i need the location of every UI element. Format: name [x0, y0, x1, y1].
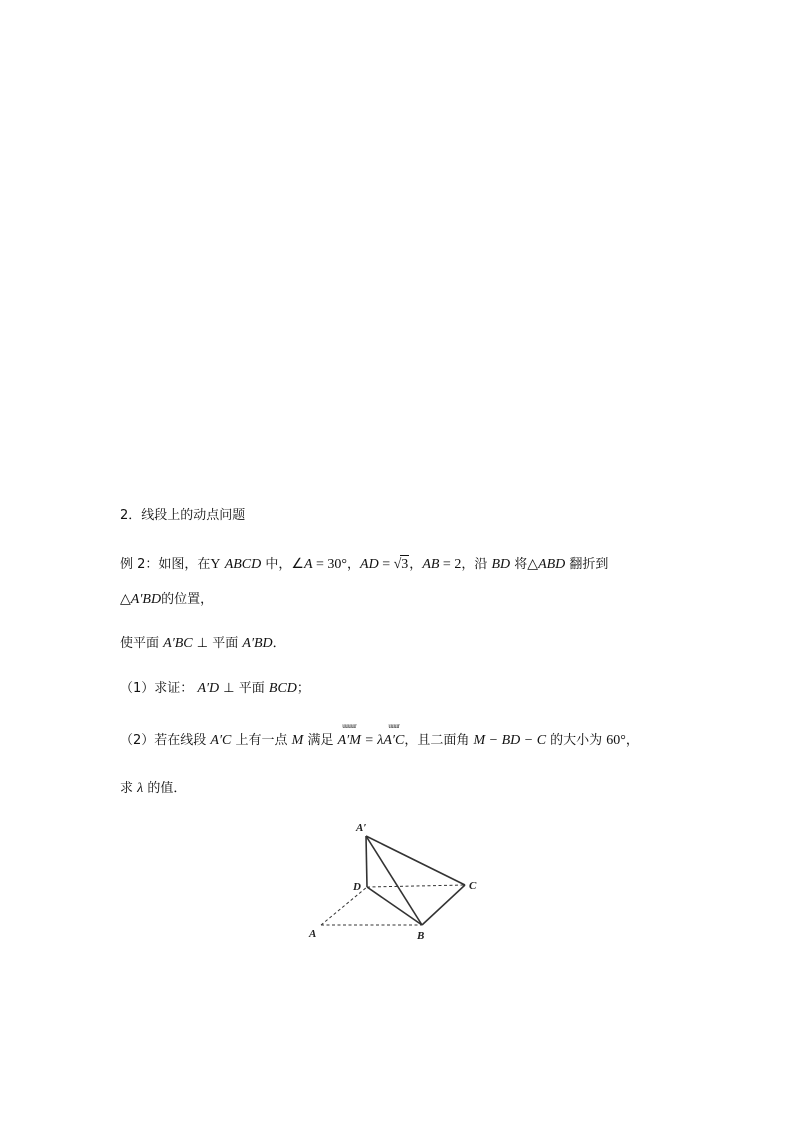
- text-satisfy: 满足: [303, 733, 338, 748]
- part-1-text: 求证：: [154, 681, 194, 696]
- example-line-1: [120, 555, 608, 574]
- sqrt-symbol: √: [393, 557, 402, 572]
- question-part-2: [120, 722, 639, 750]
- edge-b-c: [422, 885, 465, 925]
- part-2-number: （2）: [120, 733, 155, 748]
- angle-60: 60°: [606, 733, 626, 748]
- example-line-3: [120, 635, 286, 653]
- var-bd: BD: [491, 557, 511, 572]
- var-bcd: BCD: [268, 681, 297, 696]
- label-a: A: [309, 928, 317, 940]
- ad-eq: =: [378, 557, 394, 572]
- question-part-1: [120, 680, 310, 698]
- parallelogram-symbol: Y: [210, 557, 221, 572]
- vector-arrow-2: uuur: [388, 722, 400, 730]
- var-ad: AD: [360, 557, 379, 572]
- var-a-prime-bc: A′BC: [163, 636, 193, 651]
- section-title: 线段上的动点问题: [141, 508, 246, 523]
- angle-value: = 30°: [312, 557, 348, 572]
- example-label: 例 2：: [120, 557, 159, 572]
- sep-3: ，沿: [461, 557, 492, 572]
- edge-d-c-dashed: [367, 885, 465, 887]
- text-end: ．: [272, 636, 286, 651]
- text-plane-pre: 使平面: [120, 636, 164, 651]
- label-c: C: [469, 880, 477, 892]
- label-d: D: [353, 881, 361, 893]
- text-jiang: 将: [510, 557, 528, 572]
- question-ask: [120, 780, 186, 798]
- edge-a-prime-d: [366, 836, 367, 887]
- label-a-prime: A′: [356, 822, 367, 834]
- edge-d-b: [367, 887, 422, 925]
- text-ask-pre: 求: [120, 781, 138, 796]
- text-segment-pre: 若在线段: [154, 733, 211, 748]
- text-fanzhe: 翻折到: [565, 557, 609, 572]
- part-1-number: （1）: [120, 681, 155, 696]
- text-position: 的位置，: [161, 592, 214, 607]
- ab-value: = 2: [439, 557, 462, 572]
- var-lambda: λ: [137, 781, 144, 796]
- vector-a-prime-c-label: A′C: [383, 733, 405, 748]
- angle-symbol: ∠: [291, 557, 304, 572]
- vector-a-prime-c: [383, 722, 405, 750]
- text-size: 的大小为: [546, 733, 607, 748]
- geometry-figure: [300, 815, 500, 950]
- label-b: B: [417, 930, 425, 942]
- text-semicolon: ；: [296, 681, 310, 696]
- section-heading: [120, 507, 245, 525]
- text-comma: ，: [625, 733, 639, 748]
- sqrt-value: 3: [401, 557, 409, 572]
- text-perp: ⊥ 平面: [219, 681, 269, 696]
- triangle-symbol-2: △: [120, 592, 131, 607]
- sep-2: ，: [409, 557, 423, 572]
- text-dihedral: ，且二面角: [404, 733, 474, 748]
- var-m: M: [291, 733, 304, 748]
- var-abd: ABD: [538, 557, 566, 572]
- triangle-symbol: △: [527, 557, 539, 572]
- vector-arrow-1: uuuur: [342, 722, 357, 730]
- dihedral-angle: M − BD − C: [473, 733, 547, 748]
- text-eq-lambda: = λ: [360, 733, 384, 748]
- var-abcd: ABCD: [224, 557, 262, 572]
- text-point-pre: 上有一点: [231, 733, 292, 748]
- example-line-2: [120, 591, 213, 609]
- var-ab: AB: [422, 557, 440, 572]
- section-number: 2．: [120, 508, 142, 523]
- vector-a-prime-m: [337, 722, 361, 750]
- var-a-prime-c: A′C: [210, 733, 232, 748]
- var-a: A: [303, 557, 313, 572]
- text-zhong: 中，: [261, 557, 292, 572]
- var-a-prime-bd-2: A′BD: [242, 636, 273, 651]
- sep-1: ，: [347, 557, 361, 572]
- var-a-prime-bd: A′BD: [130, 592, 162, 607]
- text-ask-post: 的值．: [143, 781, 187, 796]
- var-a-prime-d: A′D: [197, 681, 220, 696]
- vector-a-prime-m-label: A′M: [337, 733, 361, 748]
- text-perp-plane: ⊥ 平面: [192, 636, 243, 651]
- example-intro: 如图，在: [158, 557, 211, 572]
